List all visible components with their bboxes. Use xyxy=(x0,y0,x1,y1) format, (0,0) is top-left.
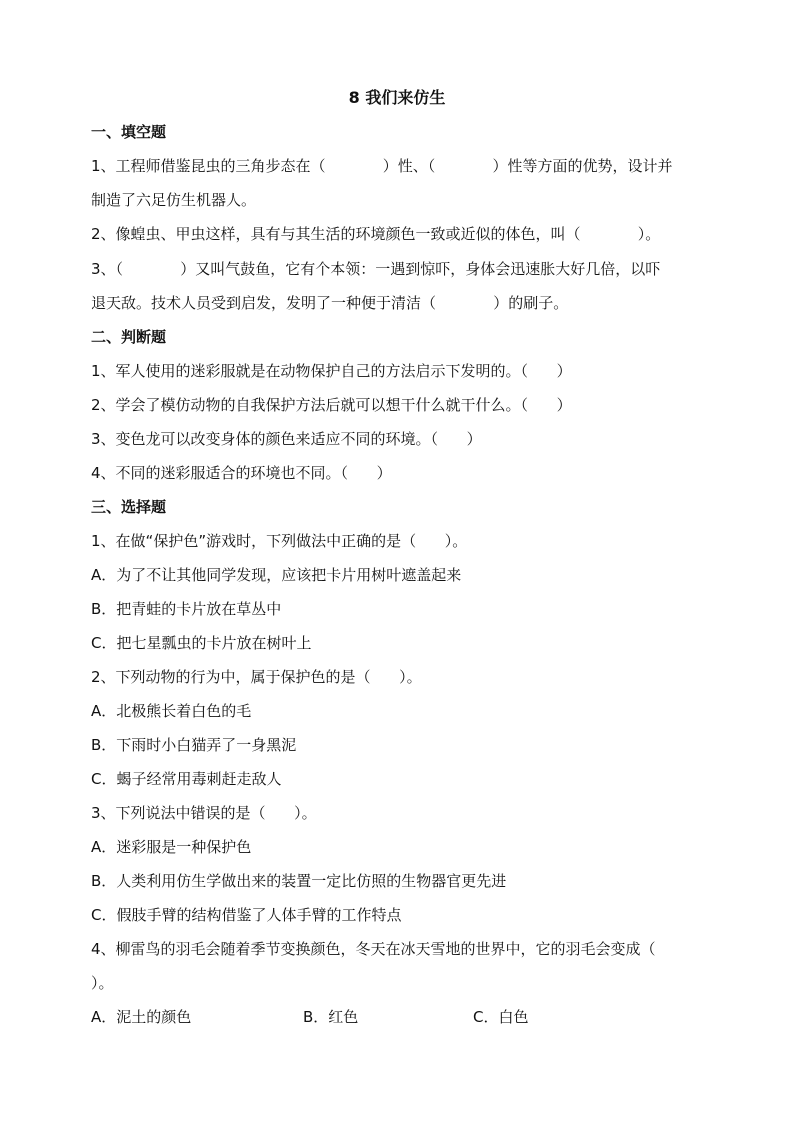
page-title: 8 我们来仿生 xyxy=(348,88,446,107)
judge-question-1: 1、军人使用的迷彩服就是在动物保护自己的方法启示下发明的。（ ） xyxy=(91,362,572,380)
fill-question-3-line-2: 退天敌。技术人员受到启发，发明了一种便于清洁（ ）的刷子。 xyxy=(91,294,569,312)
choice-question-2: 2、下列动物的行为中，属于保护色的是（ ）。 xyxy=(91,668,422,686)
choice-question-4-option-c: C．白色 xyxy=(473,1008,529,1026)
fill-question-1-line-2: 制造了六足仿生机器人。 xyxy=(91,191,257,209)
fill-question-3-line-1: 3、（ ）又叫气鼓鱼，它有个本领：一遇到惊吓，身体会迅速胀大好几倍，以吓 xyxy=(91,260,661,278)
choice-question-3-option-b: B．人类利用仿生学做出来的装置一定比仿照的生物器官更先进 xyxy=(91,872,507,890)
choice-question-1-option-a: A．为了不让其他同学发现，应该把卡片用树叶遮盖起来 xyxy=(91,566,462,584)
choice-question-4-option-a: A．泥土的颜色 xyxy=(91,1008,192,1026)
section-heading-judge: 二、判断题 xyxy=(91,328,167,346)
judge-question-2: 2、学会了模仿动物的自我保护方法后就可以想干什么就干什么。（ ） xyxy=(91,396,572,414)
choice-question-2-option-c: C．蝎子经常用毒刺赶走敌人 xyxy=(91,770,282,788)
choice-question-2-option-a: A．北极熊长着白色的毛 xyxy=(91,702,252,720)
choice-question-4-option-b: B．红色 xyxy=(303,1008,359,1026)
choice-question-3: 3、下列说法中错误的是（ ）。 xyxy=(91,804,317,822)
choice-question-4-line-2: ）。 xyxy=(91,974,114,992)
choice-question-4-line-1: 4、柳雷鸟的羽毛会随着季节变换颜色，冬天在冰天雪地的世界中，它的羽毛会变成（ xyxy=(91,940,656,958)
section-heading-choice: 三、选择题 xyxy=(91,498,167,516)
fill-question-2: 2、像蝗虫、甲虫这样，具有与其生活的环境颜色一致或近似的体色，叫（ ）。 xyxy=(91,225,661,243)
choice-question-2-option-b: B．下雨时小白猫弄了一身黑泥 xyxy=(91,736,297,754)
choice-question-1-option-c: C．把七星瓢虫的卡片放在树叶上 xyxy=(91,634,312,652)
fill-question-1-line-1: 1、工程师借鉴昆虫的三角步态在（ ）性、（ ）性等方面的优势，设计并 xyxy=(91,157,673,175)
choice-question-1: 1、在做“保护色”游戏时，下列做法中正确的是（ ）。 xyxy=(91,532,468,550)
judge-question-4: 4、不同的迷彩服适合的环境也不同。（ ） xyxy=(91,464,392,482)
choice-question-3-option-c: C．假肢手臂的结构借鉴了人体手臂的工作特点 xyxy=(91,906,402,924)
choice-question-3-option-a: A．迷彩服是一种保护色 xyxy=(91,838,252,856)
choice-question-1-option-b: B．把青蛙的卡片放在草丛中 xyxy=(91,600,282,618)
section-heading-fill: 一、填空题 xyxy=(91,123,167,141)
judge-question-3: 3、变色龙可以改变身体的颜色来适应不同的环境。（ ） xyxy=(91,430,482,448)
